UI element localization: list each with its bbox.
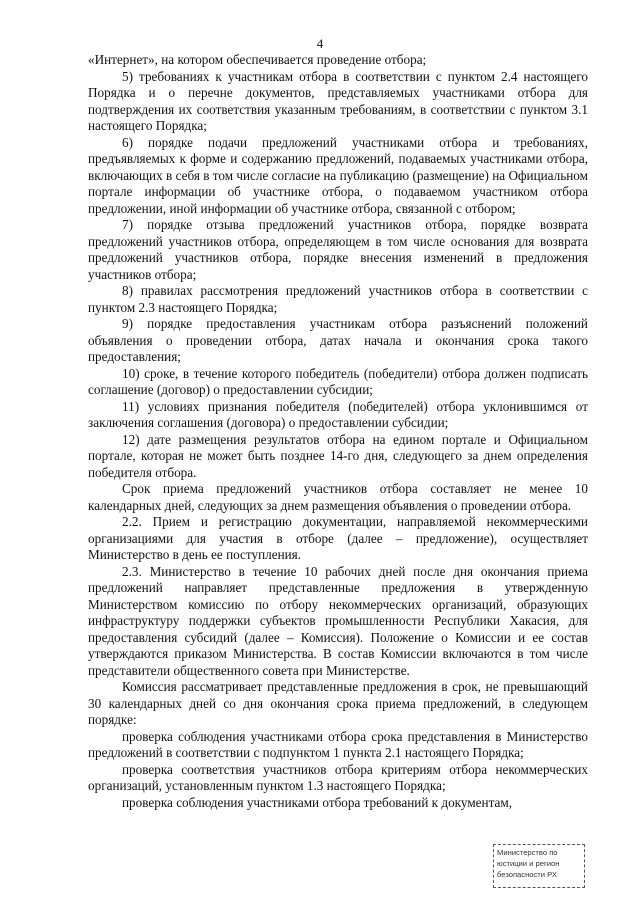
paragraph: проверка соблюдения участниками отбора срока представления в Министерство предложений в соответствии с подпунктом 1 пункта 2.1 настоящего Порядка; (88, 728, 588, 760)
registration-stamp (493, 844, 585, 888)
paragraph: 7) порядке отзыва предложений участников отбора, порядке возврата предложений участников отбора, определяющем в том числе основания для возврата предложений участников отбора, порядке внесения изменений в предложения участников отбора; (88, 217, 588, 282)
paragraph: 6) порядке подачи предложений участниками отбора и требованиях, предъявляемых к форме и содержанию предложений, подаваемых участниками отбора, включающих в себя в том числе согласие на публикацию (размещение) на Официальном портале информации об участнике отбора, о подаваемом участником отбора предложении, иной информации об участнике отбора, связанной с отбором; (88, 134, 588, 216)
paragraph: 10) сроке, в течение которого победитель (победители) отбора должен подписать соглашение (договор) о предоставлении субсидии; (88, 365, 588, 397)
paragraph: 8) правилах рассмотрения предложений участников отбора в соответствии с пунктом 2.3 настоящего Порядка; (88, 283, 588, 315)
body-text (88, 52, 588, 811)
paragraph: 2.2. Прием и регистрацию документации, направляемой некоммерческими организациями для участия в отборе (далее – предложение), осуществляет Министерство в день ее поступления. (88, 514, 588, 562)
paragraph: проверка соответствия участников отбора критериям отбора некоммерческих организаций, установленным пунктом 1.3 настоящего Порядка; (88, 761, 588, 793)
stamp-line: юстиции и регион (497, 859, 560, 868)
paragraph: проверка соблюдения участниками отбора требований к документам, (122, 794, 513, 810)
stamp-line: Министерство по (497, 848, 558, 857)
paragraph: 12) дате размещения результатов отбора на едином портале и Официальном портале, которая не может быть позднее 14-го дня, следующего за днем определения победителя отбора. (88, 431, 588, 480)
paragraph: Срок приема предложений участников отбора составляет не менее 10 календарных дней, следующих за днем размещения объявления о проведении отбора. (88, 481, 588, 513)
paragraph: «Интернет», на котором обеспечивается проведение отбора; (88, 52, 427, 67)
paragraph: 5) требованиях к участникам отбора в соответствии с пунктом 2.4 настоящего Порядка и о перечне документов, представляемых участниками отбора для подтверждения их соответствия указанным требованиям, в соответствии с пунктом 3.1 настоящего Порядка; (88, 68, 588, 133)
paragraph: Комиссия рассматривает представленные предложения в срок, не превышающий 30 календарных дней со дня окончания срока приема предложений, в следующем порядке: (88, 679, 588, 727)
page-number: 4 (316, 36, 324, 51)
paragraph: 9) порядке предоставления участникам отбора разъяснений положений объявления о проведении отбора, датах начала и окончания срока такого предоставления; (88, 316, 588, 364)
stamp-line: безопасности РХ (497, 870, 557, 879)
paragraph: 11) условиях признания победителя (победителей) отбора уклонившимся от заключения соглашения (договора) о предоставлении субсидии; (88, 398, 588, 430)
paragraph: 2.3. Министерство в течение 10 рабочих дней после дня окончания приема предложений направляет представленные предложения в утвержденную Министерством комиссию по отбору некоммерческих организаций, образующих инфраструктуру поддержки субъектов промышленности Республики Хакасия, для предоставления субсидий (далее – Комиссия). Положение о Комиссии и ее состав утверждаются приказом Министерства. В состав Комиссии включаются в том числе представители общественного совета при Министерстве. (88, 563, 588, 678)
